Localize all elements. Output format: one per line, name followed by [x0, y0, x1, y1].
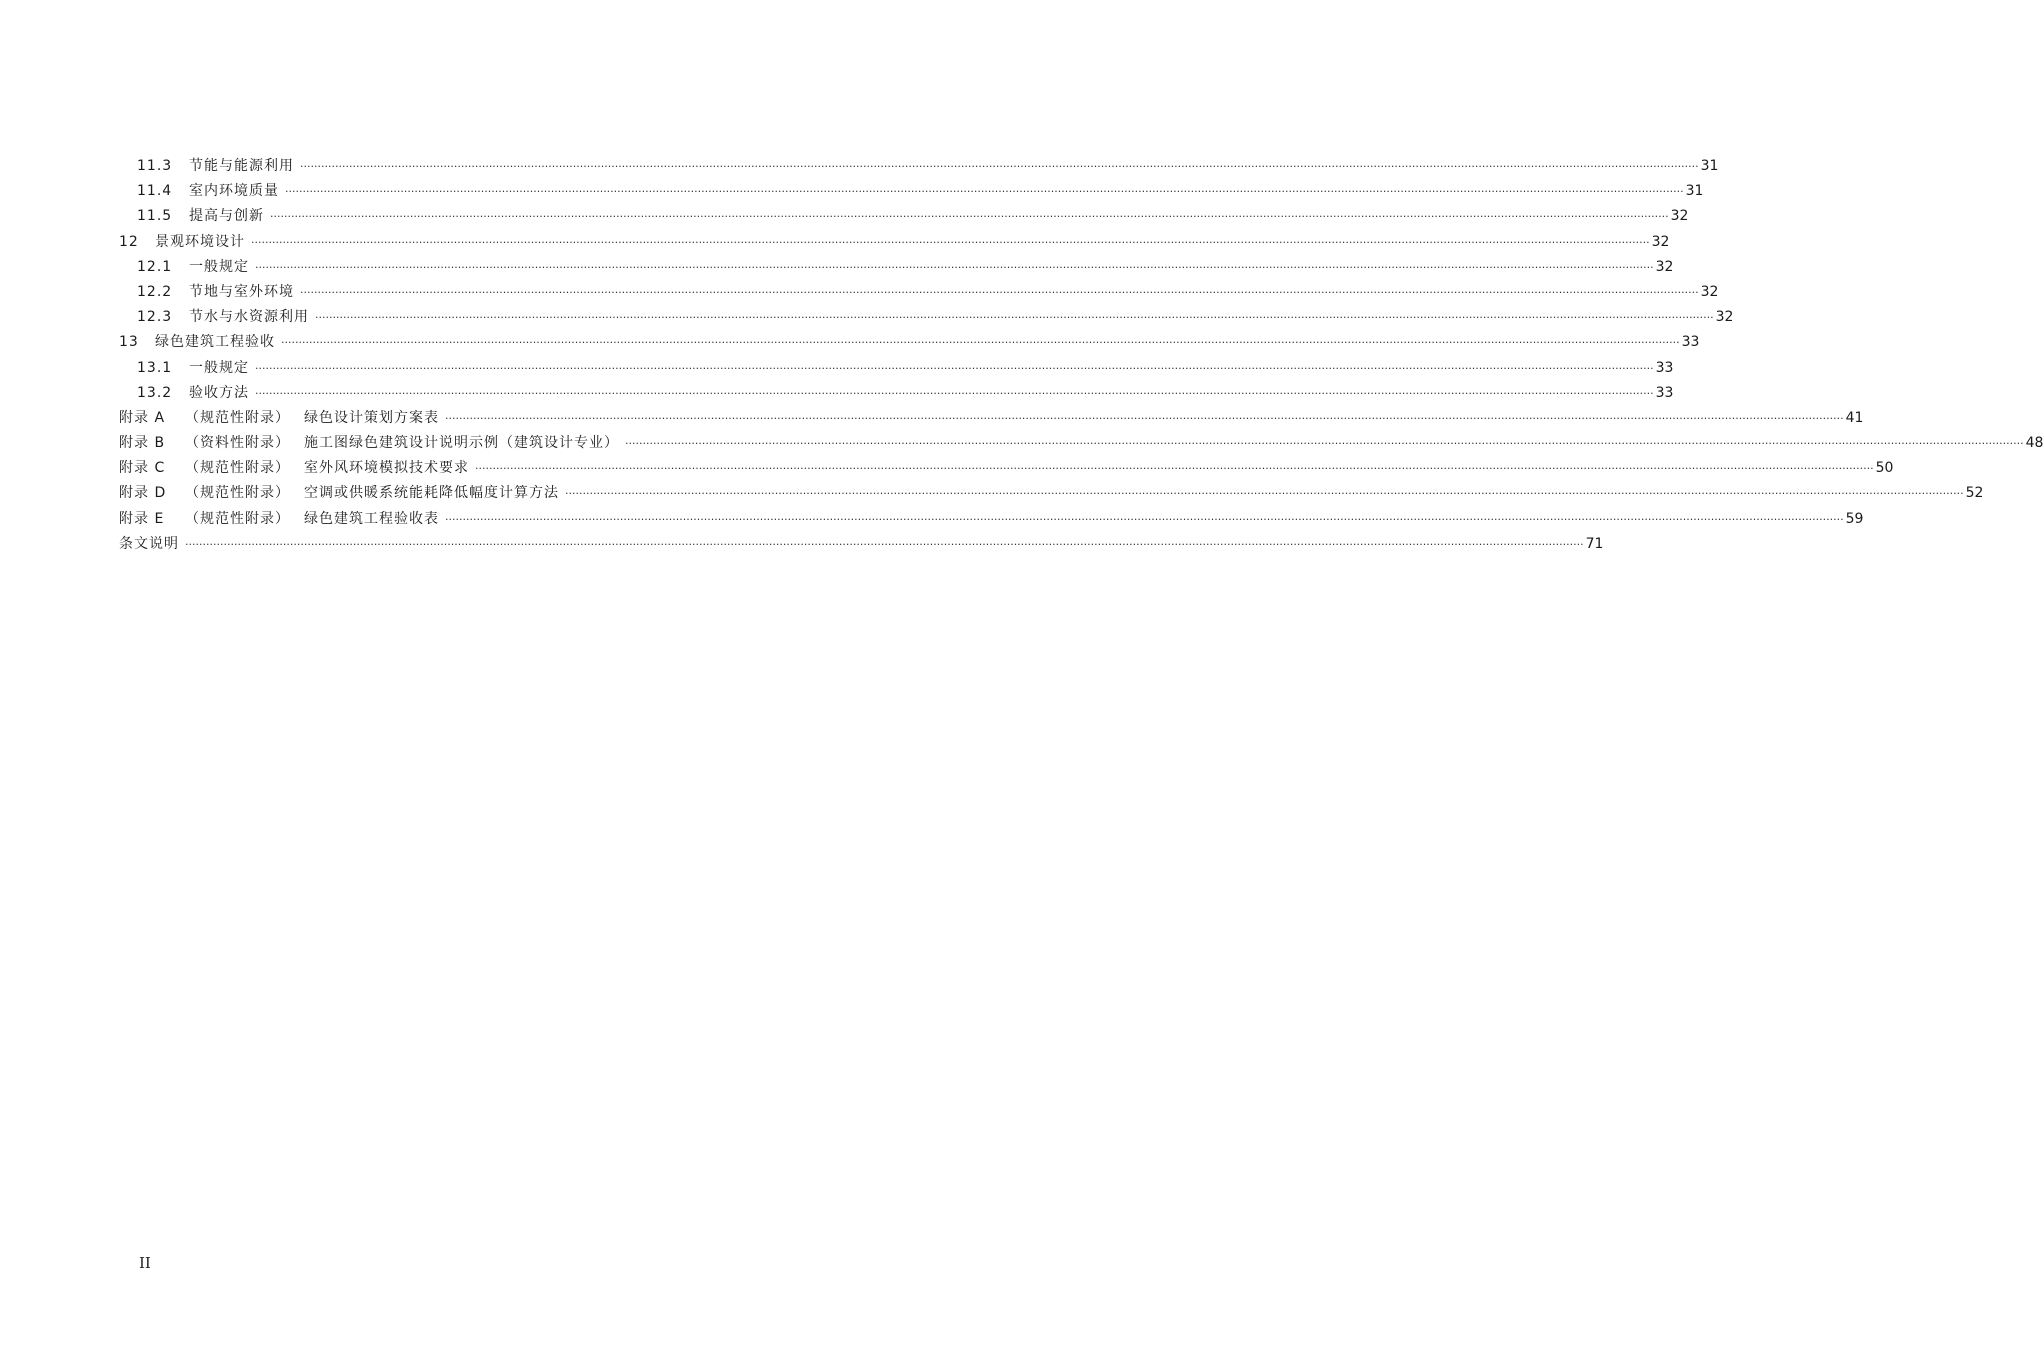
toc-dot-leader: ················································································································································································································································································································································································································ [445, 512, 1844, 526]
toc-entry[interactable] [119, 382, 1674, 407]
toc-entry-title: 景观环境设计 [155, 233, 245, 250]
toc-entry-number: 附录 E [119, 510, 165, 527]
toc-entry-number: 附录 D [119, 485, 167, 502]
toc-entry-title: 绿色建筑工程验收表 [304, 510, 439, 527]
toc-entry-number: 附录 B [119, 435, 166, 452]
table-of-contents [119, 155, 2043, 558]
toc-entry-page: 32 [1670, 208, 1689, 225]
toc-entry-appendix-type: （资料性附录） [185, 435, 290, 452]
toc-entry-page: 33 [1655, 384, 1674, 401]
toc-entry-page: 50 [1875, 460, 1894, 477]
toc-entry-title: 施工图绿色建筑设计说明示例（建筑设计专业） [304, 435, 619, 452]
toc-dot-leader: ················································································································································································································································································································································································································ [445, 411, 1844, 425]
toc-dot-leader: ················································································································································································································································································································································································································ [475, 462, 1874, 476]
toc-entry-page: 41 [1845, 409, 1864, 426]
toc-dot-leader: ················································································································································································································································································································································································································ [255, 361, 1654, 375]
toc-entry-number: 11.3 [137, 158, 173, 174]
toc-entry-number: 附录 C [119, 460, 166, 477]
toc-entry-title: 室外风环境模拟技术要求 [304, 460, 469, 477]
toc-entry[interactable] [119, 457, 1894, 482]
toc-entry[interactable] [119, 407, 1864, 432]
toc-entry[interactable] [119, 205, 1689, 230]
toc-entry-title: 提高与创新 [189, 208, 264, 225]
toc-entry-page: 32 [1700, 283, 1719, 300]
toc-entry-appendix-type: （规范性附录） [185, 510, 290, 527]
toc-entry-number: 11.4 [137, 183, 173, 200]
toc-entry[interactable] [119, 180, 1704, 205]
toc-dot-leader: ················································································································································································································································································································································································································ [185, 537, 1584, 551]
toc-entry-page: 32 [1715, 309, 1734, 326]
toc-entry-title: 节地与室外环境 [189, 283, 294, 300]
toc-entry-appendix-type: （规范性附录） [185, 460, 290, 477]
toc-entry-page: 33 [1681, 334, 1700, 351]
toc-dot-leader: ················································································································································································································································································································································································································ [255, 260, 1654, 274]
toc-entry-number: 11.5 [137, 208, 173, 225]
toc-entry-title: 绿色建筑工程验收 [155, 334, 275, 351]
toc-entry[interactable] [119, 533, 1604, 558]
toc-entry-page: 33 [1655, 359, 1674, 376]
toc-dot-leader: ················································································································································································································································································································································································································ [281, 336, 1680, 350]
toc-entry[interactable] [119, 231, 1670, 256]
toc-dot-leader: ················································································································································································································································································································································································································ [565, 487, 1964, 501]
toc-entry-appendix-type: （规范性附录） [185, 485, 290, 502]
toc-entry-number: 12.3 [137, 309, 173, 326]
toc-entry-page: 32 [1655, 258, 1674, 275]
toc-entry-number: 13.2 [137, 384, 173, 401]
toc-entry[interactable] [119, 508, 1864, 533]
toc-dot-leader: ················································································································································································································································································································································································································ [270, 210, 1669, 224]
toc-entry-number: 13 [119, 334, 139, 351]
toc-entry[interactable] [119, 155, 1719, 180]
toc-entry-title: 验收方法 [189, 384, 249, 401]
toc-entry-number: 12.2 [137, 283, 173, 300]
toc-entry-page: 71 [1585, 535, 1604, 552]
toc-entry-title: 空调或供暖系统能耗降低幅度计算方法 [304, 485, 559, 502]
toc-entry-page: 52 [1965, 485, 1984, 502]
toc-dot-leader: ················································································································································································································································································································································································································ [285, 185, 1684, 199]
toc-dot-leader: ················································································································································································································································································································································································································ [300, 285, 1699, 299]
toc-entry[interactable] [119, 432, 2043, 457]
toc-entry-title: 节水与水资源利用 [189, 309, 309, 326]
toc-entry-title: 一般规定 [189, 359, 249, 376]
toc-entry[interactable] [119, 331, 1700, 356]
toc-entry[interactable] [119, 281, 1719, 306]
page-number: II [139, 1254, 151, 1272]
toc-dot-leader: ················································································································································································································································································································································································································ [255, 386, 1654, 400]
toc-entry-title: 室内环境质量 [189, 183, 279, 200]
toc-entry[interactable] [119, 306, 1734, 331]
toc-entry[interactable] [119, 357, 1674, 382]
toc-entry-number: 12 [119, 233, 139, 250]
toc-entry-page: 31 [1700, 158, 1719, 174]
toc-entry-number: 附录 A [119, 409, 166, 426]
toc-entry-title: 节能与能源利用 [189, 158, 294, 174]
toc-entry[interactable] [119, 482, 1984, 507]
toc-entry-page: 48 [2025, 435, 2043, 452]
toc-entry-page: 59 [1845, 510, 1864, 527]
toc-dot-leader: ················································································································································································································································································································································································································ [625, 437, 2024, 451]
toc-dot-leader: ················································································································································································································································································································································································································ [300, 160, 1699, 173]
toc-entry-number: 13.1 [137, 359, 173, 376]
toc-dot-leader: ················································································································································································································································································································································································································ [251, 235, 1650, 249]
toc-entry-number: 12.1 [137, 258, 173, 275]
toc-entry-page: 32 [1651, 233, 1670, 250]
toc-entry-page: 31 [1685, 183, 1704, 200]
toc-dot-leader: ················································································································································································································································································································································································································ [315, 311, 1714, 325]
toc-entry-title: 绿色设计策划方案表 [304, 409, 439, 426]
toc-entry-title: 条文说明 [119, 535, 179, 552]
toc-entry-appendix-type: （规范性附录） [185, 409, 290, 426]
toc-entry-title: 一般规定 [189, 258, 249, 275]
toc-entry[interactable] [119, 256, 1674, 281]
